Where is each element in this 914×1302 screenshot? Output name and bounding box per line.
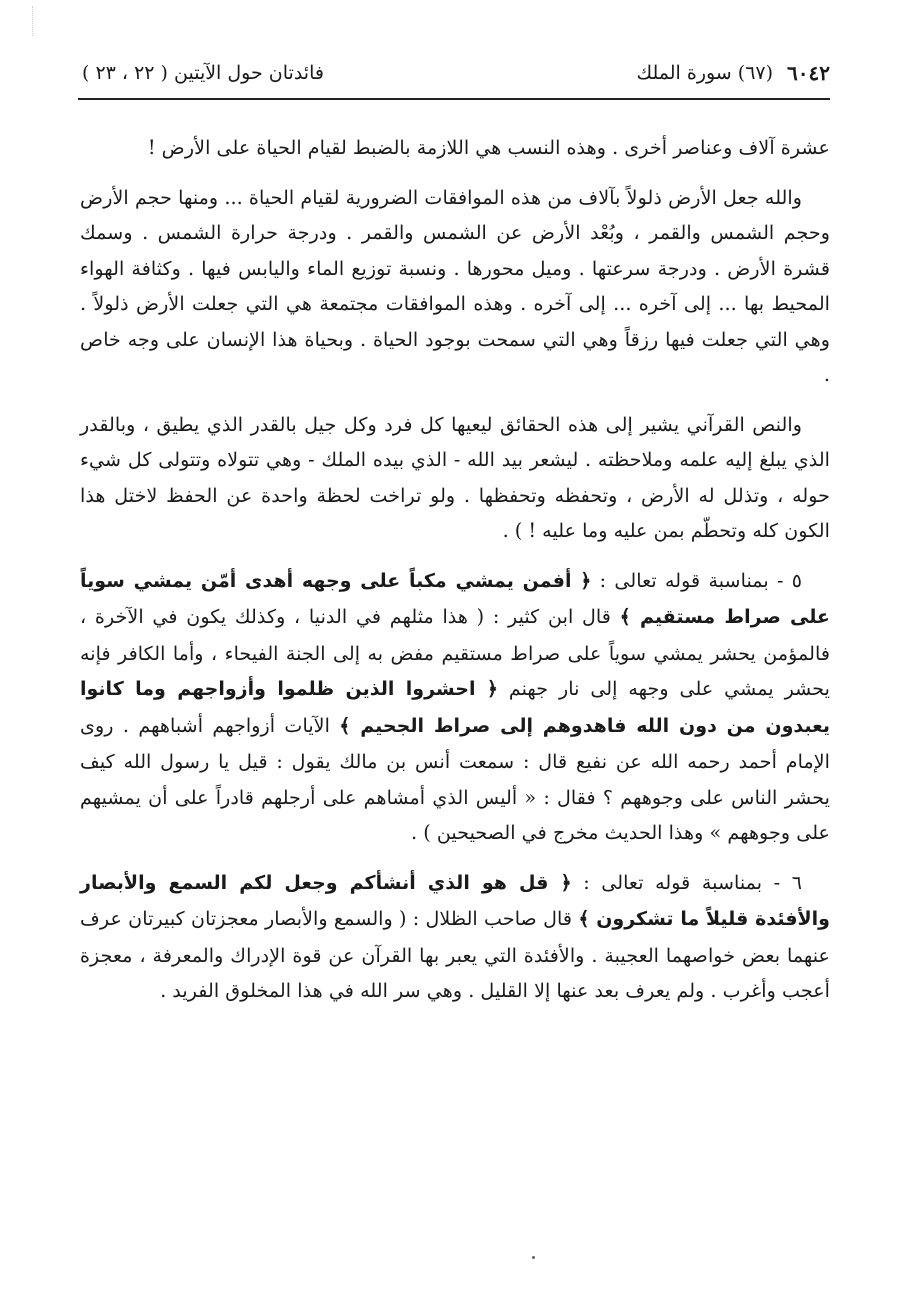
paragraph-2-text: والله جعل الأرض ذلولاً بآلاف من هذه الموافقات الضرورية لقيام الحياة ... ومنها حجم الأرض وحجم الشمس والقمر ، وبُعْد الأرض عن الشمس والقمر . ودرجة حرارة الشمس . وسمك قشرة الأرض . ودرجة سرعتها . وميل محورها . ونسبة توزيع الماء واليابس فيها . وكثافة الهواء المحيط بها ... إلى آخره ... إلى آخره . وهذه الموافقات مجتمعة هي التي جعلت الأرض ذلولاً . وهي التي جعلت فيها رزقاً وهي التي سمحت بوجود الحياة . وبحياة هذا الإنسان على وجه خاص . — [80, 185, 830, 386]
paragraph-1-text: عشرة آلاف وعناصر أخرى . وهذه النسب هي اللازمة بالضبط لقيام الحياة على الأرض ! — [147, 136, 830, 159]
paragraph-3-text: والنص القرآني يشير إلى هذه الحقائق ليعيها كل فرد وكل جيل بالقدر الذي يطيق ، وبالقدر الذي يبلغ إليه علمه وملاحظته . ليشعر بيد الله - الذي بيده الملك - وهي تتولاه وتتولى كل شيء حوله ، وتذلل له الأرض ، وتحفظه وتحفظها . ولو تراخت لحظة واحدة عن الحفظ لاختل هذا الكون كله وتحطّم بمن عليه وما عليه ! ) . — [80, 412, 830, 542]
surah-title: (٦٧) سورة الملك — [636, 62, 774, 84]
quran-verse-3: ﴿ قل هو الذي أنشأكم وجعل لكم السمع والأبصار والأفئدة قليلاً ما تشكرون ﴾ — [80, 871, 830, 930]
footer-mark — [532, 1256, 535, 1259]
paragraph-4 — [80, 563, 830, 851]
body-text — [80, 130, 830, 1023]
header-right — [636, 61, 830, 85]
running-header — [82, 58, 830, 88]
paragraph-5-commentary: قال صاحب الظلال : ( والسمع والأبصار معجزتان كبيرتان عرف عنهما بعض خواصهما العجيبة . والأفئدة التي يعبر بها القرآن عن قوة الإدراك والمعرفة ، معجزة أعجب وأغرب . ولم يعرف بعد عنها إلا القليل . وهي سر الله في هذا المخلوق الفريد . — [80, 907, 830, 1002]
paragraph-3 — [80, 407, 830, 549]
header-divider — [78, 98, 830, 100]
page-number: ٦٠٤٢ — [787, 61, 830, 85]
paragraph-2 — [80, 180, 830, 393]
paragraph-5-intro: ٦ - بمناسبة قوله تعالى : — [571, 870, 802, 894]
paragraph-4-hadith: الآيات أزواجهم أشباههم . روى الإمام أحمد رحمه الله عن نفيع قال : سمعت أنس بن مالك يقول : قيل يا رسول الله كيف يحشر الناس على وجوههم ؟ فقال : « أليس الذي أمشاهم على أرجلهم قادراً على أن يمشيهم على وجوههم » وهذا الحديث مخرج في الصحيحين ) . — [80, 713, 830, 844]
paragraph-4-intro: ٥ - بمناسبة قوله تعالى : — [591, 568, 803, 592]
paragraph-1 — [80, 130, 830, 166]
quran-verse-1: ﴿ أفمن يمشي مكباً على وجهه أهدى أمّن يمشي سوياً على صراط مستقيم ﴾ — [80, 569, 830, 628]
scan-edge-mark — [32, 6, 43, 36]
paragraph-5 — [80, 865, 830, 1009]
paragraph-4-commentary: قال ابن كثير : ( هذا مثلهم في الدنيا ، وكذلك يكون في الآخرة ، فالمؤمن يحشر يمشي سوياً على صراط مستقيم مفض به إلى الجنة الفيحاء ، وأما الكافر فإنه يحشر يمشي على وجهه إلى نار جهنم — [80, 605, 830, 700]
section-topic: فائدتان حول الآيتين ( ٢٢ ، ٢٣ ) — [82, 62, 324, 84]
quran-verse-2: ﴿ احشروا الذين ظلموا وأزواجهم وما كانوا يعبدون من دون الله فاهدوهم إلى صراط الجحيم ﴾ — [80, 678, 830, 737]
